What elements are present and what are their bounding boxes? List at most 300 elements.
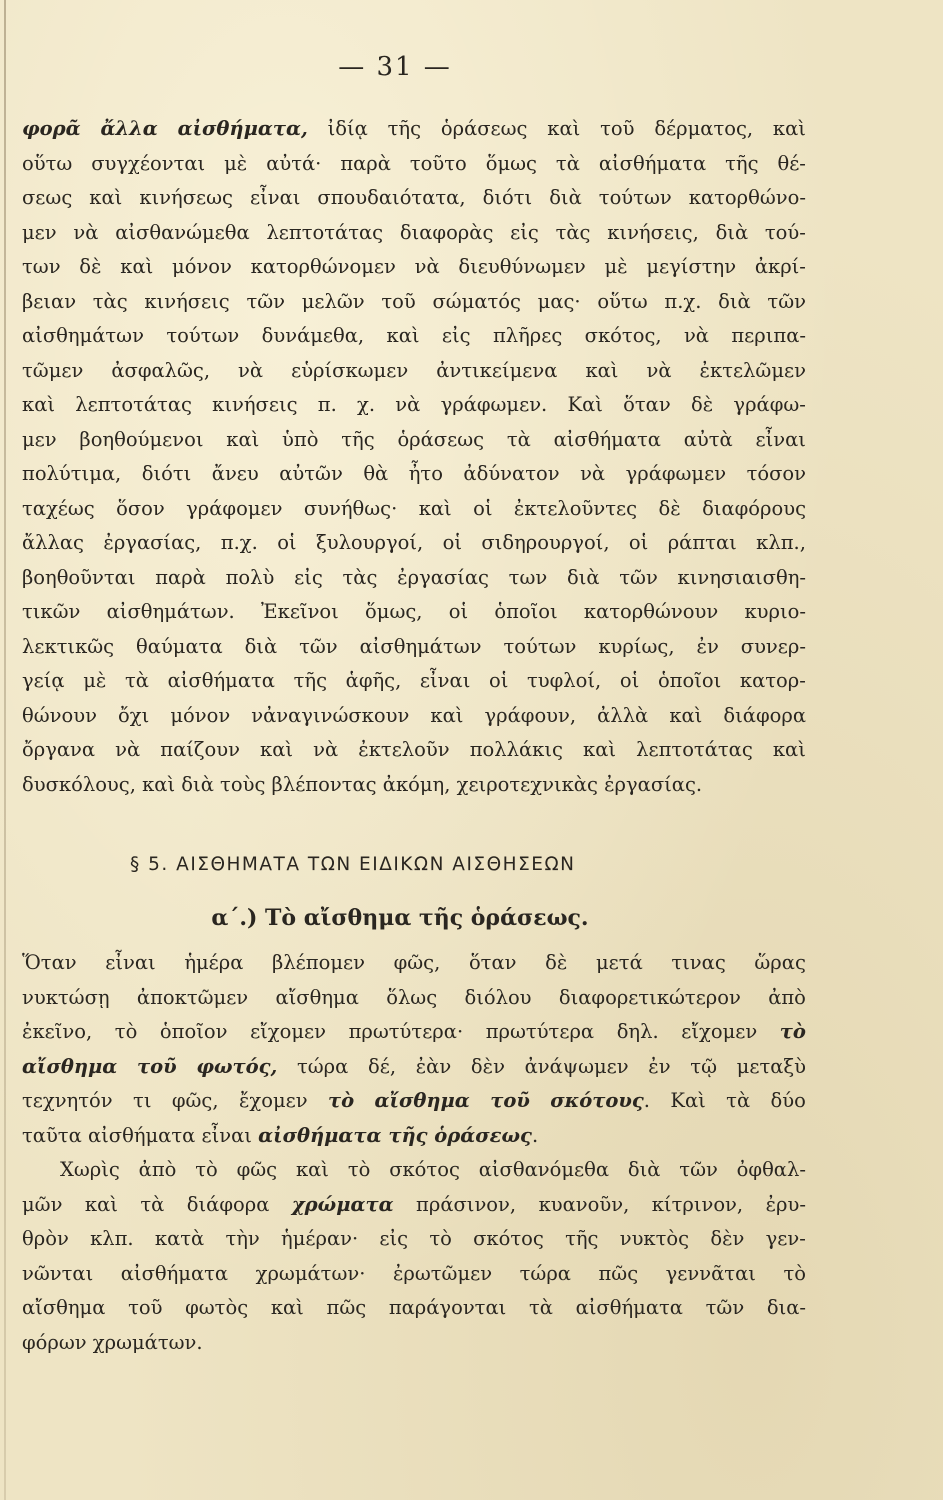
word: τοῦτο [409,151,467,175]
word: τῆς [293,669,328,692]
text-line [22,664,806,699]
word: μὲ [224,151,248,175]
text-line [22,354,806,389]
word: θρὸν [22,1227,69,1250]
word: διότι [482,186,533,209]
word: τώρα [519,1261,571,1285]
word: αἰσθημάτων. [106,600,235,623]
word: δὲ [79,255,102,278]
word: σιδηρουργοί, [481,531,610,554]
word: εἶναι [249,186,301,209]
word: γράφω- [733,393,806,416]
word: ὅλως [386,985,438,1009]
text-line [22,1050,806,1085]
text-line [22,1257,806,1292]
line-text: . [531,1123,539,1147]
word: αἰσθήματα [553,427,661,451]
word: δυνάμεθα, [261,324,365,347]
word: ταχέως [22,496,95,520]
word: συνερ- [740,634,806,658]
word: αἰσθανόμεθα [478,1158,610,1181]
text-line [22,216,806,251]
word: ὁποῖοι [494,600,558,623]
text-line [22,981,806,1016]
word: τῶμεν [22,358,84,382]
word: δια- [766,1296,806,1319]
word: τὸ [783,1261,806,1285]
word: πολλάκις [469,738,563,761]
text-line [22,1015,806,1050]
word: ἀπὸ [768,985,806,1009]
word: δὲν [470,1054,505,1078]
word: τὰς [342,565,378,589]
word: πλῆρες [492,324,563,347]
word: κυρίως, [598,634,675,658]
word: σκότος [389,1158,460,1181]
word: ἀντικείμενα [436,358,558,382]
word: μεταξὺ [736,1054,806,1078]
word: τινας [671,951,726,974]
word: αὐτὰ [683,427,733,451]
word: τὸ [195,1158,218,1181]
word: διὰ [627,1158,661,1181]
word: τὰ [726,1089,751,1112]
text-line [22,457,806,492]
word: νυκτώσῃ [22,985,110,1009]
word: ὄργανα [22,738,96,761]
word: οἱ [473,496,493,520]
word: φῶς, [393,951,441,974]
word: πῶς [326,1296,367,1319]
word: ἐρυ- [765,1192,806,1216]
word: τοῦ [381,289,416,313]
word: τῆς [387,117,422,140]
word: καὶ [386,324,420,347]
word: καὶ [295,1158,329,1181]
word: ἄλλας [22,531,84,554]
word: κατὰ [154,1227,205,1250]
word: ἡμέραν· [281,1227,359,1250]
word: οἱ [619,669,640,692]
line-text: φόρων χρωμάτων. [22,1330,203,1354]
word: λεπτοτάτας [75,393,192,416]
word: μεν [22,220,57,244]
text-line [22,1188,806,1223]
word: ἀδύνατον [463,462,560,485]
word: διαφορετικώτερον [558,985,741,1009]
text-line [22,595,806,630]
word: αἴσθημα [374,1089,470,1112]
paragraph-kinesthetic-sensations [22,112,806,802]
word: μελῶν [301,289,365,313]
word: π.χ. [220,531,258,554]
text-line [22,388,806,423]
word: εἴχομεν [681,1020,758,1043]
word: ἡμέρα [184,951,244,974]
text-line [22,1153,806,1188]
text-line [22,112,806,147]
word: τὰ [528,1296,553,1319]
word: πρωτύτερα [485,1020,595,1043]
text-line [22,1084,806,1119]
word: γράφωμεν. [440,393,548,416]
word: οἱ [628,531,649,554]
word: τὰ [125,669,149,692]
word: συνήθως· [303,496,398,520]
word: εἰς [441,324,471,347]
word: τοῦ [136,1054,177,1078]
word: φῶς [236,1158,278,1181]
word: ἀσφαλῶς, [111,358,211,382]
word: τὸ [347,1158,371,1181]
word: ὄχι [118,703,150,727]
word: εἰς [510,220,539,244]
word: τῆς [725,151,759,175]
word: καὶ [772,738,806,761]
word: καὶ [418,496,452,520]
word: θαύματα [136,634,223,658]
word: τῶν [299,634,338,658]
word: τὸ [429,1227,452,1250]
word: π. [317,393,337,416]
word: ὅμως, [365,600,423,623]
word: κατορθώνομεν [250,255,396,278]
word: ἐρωτῶμεν [392,1261,493,1285]
word: τυφλοί, [527,669,602,692]
word: ἐκτελοῦντες [513,496,638,520]
word: ἄνευ [211,462,259,485]
word: τὰς [92,289,128,313]
line-text: δυσκόλους, καὶ διὰ τοὺς βλέποντας ἀκόμη, χειροτεχνικὰς ἐργασίας. [22,772,703,796]
word: αἴσθημα [22,1054,118,1078]
word: χ. [357,393,376,416]
word: ράπται [667,531,737,554]
word: οἱ [448,600,469,623]
word: κινήσεις [144,289,230,313]
word: διὰ [718,289,751,313]
word: δὲ [658,496,681,520]
word: εὑρίσκωμεν [291,358,409,382]
word: τικῶν [22,600,81,623]
word: σπουδαιότατα, [317,186,466,209]
word: τῶν [679,1158,718,1181]
word: γράφουν, [484,703,577,727]
word: κυανοῦν, [538,1192,630,1216]
word: οἱ [277,531,297,554]
word: εἶναι [105,951,156,974]
word: των [508,565,548,589]
word: σκότος, [584,324,662,347]
text-line [22,561,806,596]
word: ὥρας [754,951,806,974]
word: κινήσεις [212,393,298,416]
word: μόνον [170,703,231,727]
text-line [22,630,806,665]
word: γράφομεν [186,496,283,520]
word: ἔχομεν [238,1089,308,1112]
word: τὸ [114,1020,138,1043]
word: αἰσθημάτων [22,324,144,347]
word: οἱ [442,531,462,554]
word: κινησιαισθη- [677,565,806,589]
word: ἐκεῖνο, [22,1020,93,1043]
word: νὰ [313,738,339,761]
word: ἀνάψωμεν [524,1054,629,1078]
text-line [22,733,806,768]
word: τὸ [327,1089,355,1112]
word: τὰ [506,427,531,451]
word: τοῦ [490,1089,530,1112]
word: τὰ [555,151,580,175]
text-line [22,1119,806,1154]
word: τόσον [746,462,806,485]
word: μεγίστην [646,255,737,278]
word: νὰ [238,358,264,382]
word: καὶ [772,117,806,140]
word: διαφόρους [702,496,806,520]
word: χρωμάτων· [255,1261,366,1285]
paragraph-sense-of-sight [22,946,806,1360]
word: φωτός, [196,1054,278,1078]
text-line [22,1326,806,1361]
text-line [22,1291,806,1326]
word: τούτων [503,634,577,658]
word: τῶν [246,289,285,313]
word: τῶν [705,1296,745,1319]
word: αὐτά· [266,151,322,175]
word: ἦτο [408,462,443,485]
word: μῶν [22,1192,63,1216]
word: διαφορὰς [399,220,494,244]
word: νὰ [646,358,672,382]
word: τὴν [225,1227,260,1250]
word: καὶ [430,703,464,727]
word: ἐκτελῶμεν [699,358,806,382]
word: κατορ- [739,669,806,692]
word: ὅσον [116,496,165,520]
word: εἰς [379,1227,409,1250]
word: νὰ [414,255,440,278]
word: αἰσθήματα [598,151,707,175]
word: βειαν [22,289,77,313]
text-line [22,181,806,216]
word: ὁποῖον [159,1020,228,1043]
word: Χωρὶς [60,1158,120,1181]
text-line [22,492,806,527]
word: ὀφθαλ- [736,1158,806,1181]
word: λεκτικῶς [22,634,115,658]
word: διὰ [244,634,278,658]
word: μας· [537,289,581,313]
word: καὶ [669,703,703,727]
word: εἶναι [755,427,806,451]
word: ἀποκτῶμεν [136,985,249,1009]
word: τῆς [341,427,375,451]
word: πολύτιμα, [22,462,122,485]
word: δὲν [710,1227,745,1250]
word: φορᾶ [22,117,81,140]
word: καὶ [22,393,56,416]
word: ὁράσεως [440,117,528,140]
word: διάφορα [723,703,806,727]
word: αὐτῶν [279,462,343,485]
word: γράφωμεν [625,462,727,485]
text-line [22,285,806,320]
word: τῷ [690,1054,717,1078]
word: ἐργασίας [397,565,489,589]
text-line [22,946,806,981]
word: νὰ [115,738,141,761]
word: παράγονται [388,1296,507,1319]
word: νὰ [580,462,606,485]
word: ἰδίᾳ [327,117,368,140]
word: κατορθώνουν [583,600,719,623]
section-heading: § 5. ΑΙΣΘΗΜΑΤΑ ΤΩΝ ΕΙΔΙΚΩΝ ΑΙΣΘΗΣΕΩΝ [130,854,576,875]
word: διὰ [549,186,582,209]
word: πρωτύτερα· [348,1020,464,1043]
word: λεπτοτάτας [266,220,384,244]
word: καὶ [585,358,619,382]
page-number: — 31 — [338,52,452,82]
word: φῶς, [171,1089,219,1112]
word: σώματός [432,289,521,313]
line-text: ταῦτα αἰσθήματα εἶναι [22,1123,259,1147]
word: νὰ [73,220,99,244]
word: αἰσθήματα, [177,117,308,140]
word: γείᾳ [22,669,65,692]
word: οὕτω [597,289,648,313]
word: μεν [22,427,57,451]
word: δέρματος, [654,117,754,140]
word: ἐκτελοῦν [358,738,450,761]
subheading-sense-of-sight: α΄.) Τὸ αἴσθημα τῆς ὁράσεως. [211,905,589,931]
word: διότι [141,462,192,485]
word: ἀπὸ [138,1158,177,1181]
word: καὶ [260,738,294,761]
word: ἐν [648,1054,671,1078]
word: Ἐκεῖνοι [261,600,339,623]
word: εἰς [294,565,323,589]
word: πράσινον, [416,1192,517,1216]
word: δὲ [545,951,568,974]
word: νὰ [395,393,421,416]
word: τού- [764,220,806,244]
word: οὕτω [22,151,73,175]
word: κινήσεως [139,186,233,209]
word: σκότος [473,1227,544,1250]
word: αἰσθήματα [575,1296,683,1319]
word: ὁποῖοι [657,669,722,692]
word: σκότους. [550,1089,650,1112]
word: βοηθοῦνται [22,565,136,589]
word: ἐὰν [415,1054,452,1078]
word: εἴχομεν [250,1020,326,1043]
word: φωτὸς [185,1296,249,1319]
word: πῶς [598,1261,639,1285]
word: Καὶ [567,393,603,416]
word: αἴσθημα [275,985,359,1009]
word: μὲ [83,669,107,692]
word: τεχνητόν [22,1089,113,1112]
word: παρὰ [155,565,206,589]
word: κυριο- [744,600,806,623]
word: αἴσθημα [22,1296,106,1319]
text-line [22,250,806,285]
word: τὰς [555,220,591,244]
word: τι [133,1089,152,1112]
word: πολὺ [225,565,275,589]
word: διὰ [715,220,749,244]
word: τὰ [140,1192,165,1216]
word: κλπ., [756,531,806,554]
word: ἀλλὰ [597,703,649,727]
word: καὶ [583,738,617,761]
word: Καὶ [670,1089,706,1112]
word: δηλ. [616,1020,659,1043]
word: παίζουν [160,738,240,761]
word: εἶναι [419,669,471,692]
word: διάφορα [186,1192,270,1216]
word: θώνουν [22,703,97,727]
word: καὶ [89,186,123,209]
word: ξυλουργοί, [315,531,424,554]
word: Ὅταν [22,951,77,974]
word: ἄλλα [100,117,158,140]
text-line [22,423,806,458]
word: σεως [22,186,73,209]
text-line [22,1222,806,1257]
word: βοηθούμενοι [79,427,204,451]
word: νὰ [683,324,709,347]
word: γεν- [765,1227,806,1250]
word: διευθύνωμεν [458,255,586,278]
word: διόλου [464,985,532,1009]
word: τῆς [565,1227,599,1250]
word: μόνον [172,255,232,278]
word: περιπα- [731,324,806,347]
word: ὅταν [623,393,671,416]
word: π.χ. [664,289,702,313]
word: τῶν [619,565,658,589]
page-edge-shadow [4,0,6,1500]
word: τῶν [767,289,806,313]
word: κατορθώνο- [688,186,806,209]
word: συγχέονται [91,151,206,175]
word: καὶ [120,255,154,278]
word: δέ, [367,1054,397,1078]
word: νῶνται [22,1261,94,1285]
word: χρώματα [291,1192,394,1216]
text-line [22,768,806,803]
word: διὰ [566,565,600,589]
word: καὶ [547,117,581,140]
word: καὶ [84,1192,118,1216]
word: θὰ [363,462,389,485]
word: ὑπὸ [282,427,319,451]
word: παρὰ [340,151,391,175]
word: δὲ [690,393,714,416]
word: οἱ [488,669,509,692]
word: καὶ [226,427,260,451]
word: τούτων [166,324,240,347]
word: τώρα [296,1054,349,1078]
word: τὸ [779,1020,806,1043]
emphasized-text: αἰσθήματα τῆς ὁράσεως [258,1123,532,1147]
word: λεπτοτάτας [636,738,753,761]
word: αἰσθημάτων [359,634,482,658]
word: ὁράσεως [397,427,485,451]
word: γεννᾶται [665,1261,756,1285]
